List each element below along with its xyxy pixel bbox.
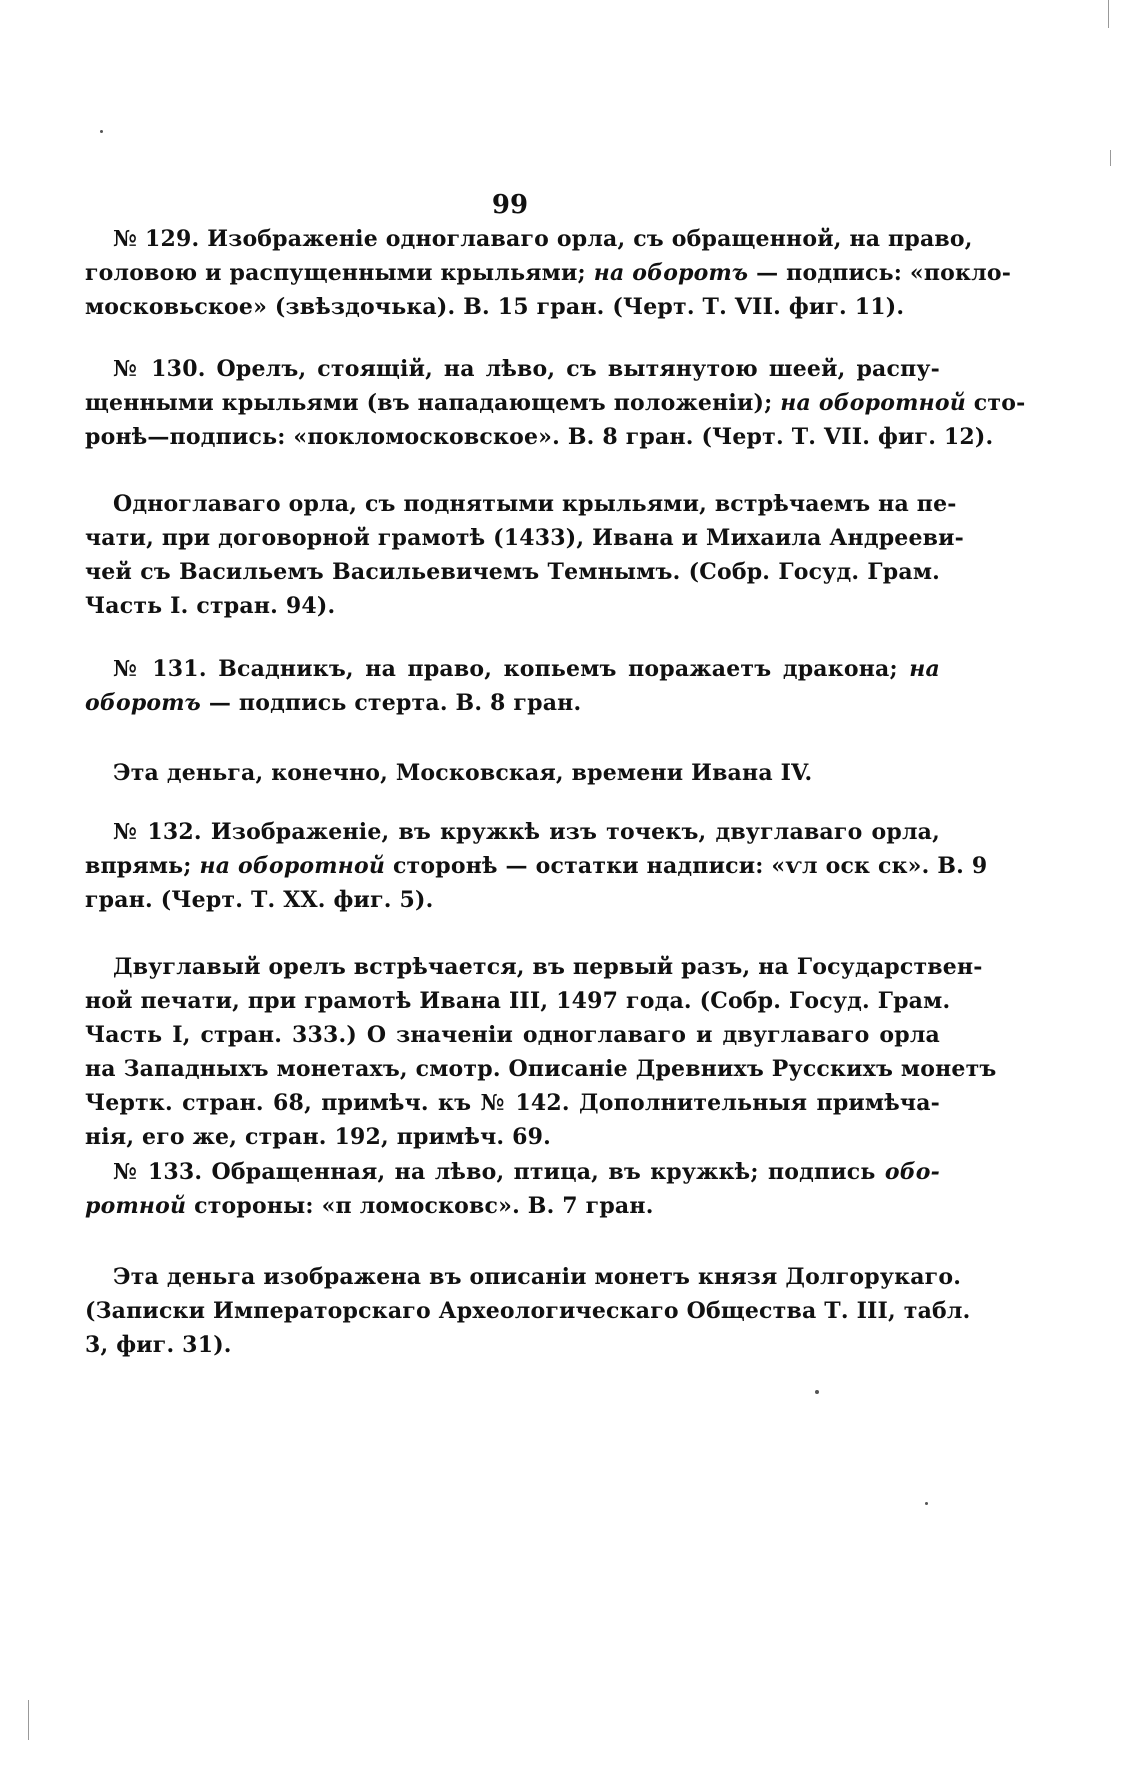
text-line: на Западныхъ монетахъ, смотр. Описаніе Древнихъ Русскихъ монетъ: [85, 1056, 997, 1082]
text-line: Чертк. стран. 68, примѣч. къ № 142. Дополнительныя примѣча-: [85, 1090, 940, 1116]
text-line: Одноглаваго орла, съ поднятыми крыльями, встрѣчаемъ на пе-: [113, 491, 957, 517]
text-line: 3, фиг. 31).: [85, 1332, 232, 1358]
text-line: № 131. Всадникъ, на право, копьемъ поражаетъ дракона; на: [113, 656, 940, 682]
note-one-headed-eagle: [85, 487, 965, 623]
text-line: нія, его же, стран. 192, примѣч. 69.: [85, 1124, 551, 1150]
italic-phrase: на: [909, 656, 940, 682]
text-line: Часть I. стран. 94).: [85, 593, 336, 619]
text-line: московьское» (звѣздочька). В. 15 гран. (Черт. Т. VII. фиг. 11).: [85, 294, 905, 320]
text-line: чати, при договорной грамотѣ (1433), Ивана и Михаила Андрееви-: [85, 525, 965, 551]
scan-edge-mark: [1110, 150, 1111, 166]
scan-speck: [815, 1390, 819, 1394]
italic-phrase: оборотъ: [85, 690, 201, 716]
italic-phrase: обо-: [884, 1159, 940, 1185]
note-ivan-iv: [85, 756, 940, 790]
entry-133: [85, 1155, 940, 1223]
italic-phrase: ротной: [85, 1193, 187, 1219]
scan-edge-mark: [1108, 0, 1109, 28]
text-line: ронѣ—подпись: «поклoмосковское». В. 8 гран. (Черт. Т. VII. фиг. 12).: [85, 424, 994, 450]
text-line: (Записки Императорскаго Археологическаго Общества Т. III, табл.: [85, 1298, 971, 1324]
text-line: щенными крыльями (въ нападающемъ положеніи); на оборотной сто-: [85, 390, 1026, 416]
scan-edge-mark: [28, 1700, 29, 1740]
italic-phrase: на оборотной: [199, 853, 386, 879]
text-line: впрямь; на оборотной сторонѣ — остатки надписи: «ѵл оск ск». В. 9: [85, 853, 988, 879]
page-number: 99: [491, 190, 529, 220]
text-line: Двуглавый орелъ встрѣчается, въ первый разъ, на Государствен-: [113, 954, 983, 980]
text-line: гран. (Черт. Т. XX. фиг. 5).: [85, 887, 434, 913]
text-line: № 129. Изображеніе одноглаваго орла, съ обращенной, на право,: [113, 226, 973, 252]
text-line: Эта деньга изображена въ описаніи монетъ князя Долгорукаго.: [113, 1264, 962, 1290]
text-line: ной печати, при грамотѣ Ивана III, 1497 года. (Собр. Госуд. Грам.: [85, 988, 951, 1014]
text-line: чей съ Васильемъ Васильевичемъ Темнымъ. (Собр. Госуд. Грам.: [85, 559, 940, 585]
scan-speck: [925, 1502, 928, 1505]
entry-130: [85, 352, 1026, 454]
text-line: № 133. Обращенная, на лѣво, птица, въ кружкѣ; подпись обо-: [113, 1159, 940, 1185]
note-two-headed-eagle: [85, 950, 997, 1154]
entry-129: [85, 222, 1012, 324]
text-line: ротной стороны: «п ломосковс». В. 7 гран.: [85, 1193, 654, 1219]
text-line: Часть I, стран. 333.) О значеніи одноглаваго и двуглаваго орла: [85, 1022, 940, 1048]
text-line: оборотъ — подпись стерта. В. 8 гран.: [85, 690, 582, 716]
text-line: головою и распущенными крыльями; на оборотъ — подпись: «поклo-: [85, 260, 1012, 286]
entry-132: [85, 815, 988, 917]
italic-phrase: на оборотной: [780, 390, 966, 416]
scan-speck: [100, 130, 103, 133]
text-line: № 132. Изображеніе, въ кружкѣ изъ точекъ, двуглаваго орла,: [113, 819, 940, 845]
note-dolgorukov: [85, 1260, 971, 1362]
text-line: № 130. Орелъ, стоящій, на лѣво, съ вытянутою шеей, распу-: [113, 356, 940, 382]
text-line: Эта деньга, конечно, Московская, времени Ивана IV.: [113, 760, 813, 786]
entry-131: [85, 652, 940, 720]
italic-phrase: на оборотъ: [593, 260, 749, 286]
